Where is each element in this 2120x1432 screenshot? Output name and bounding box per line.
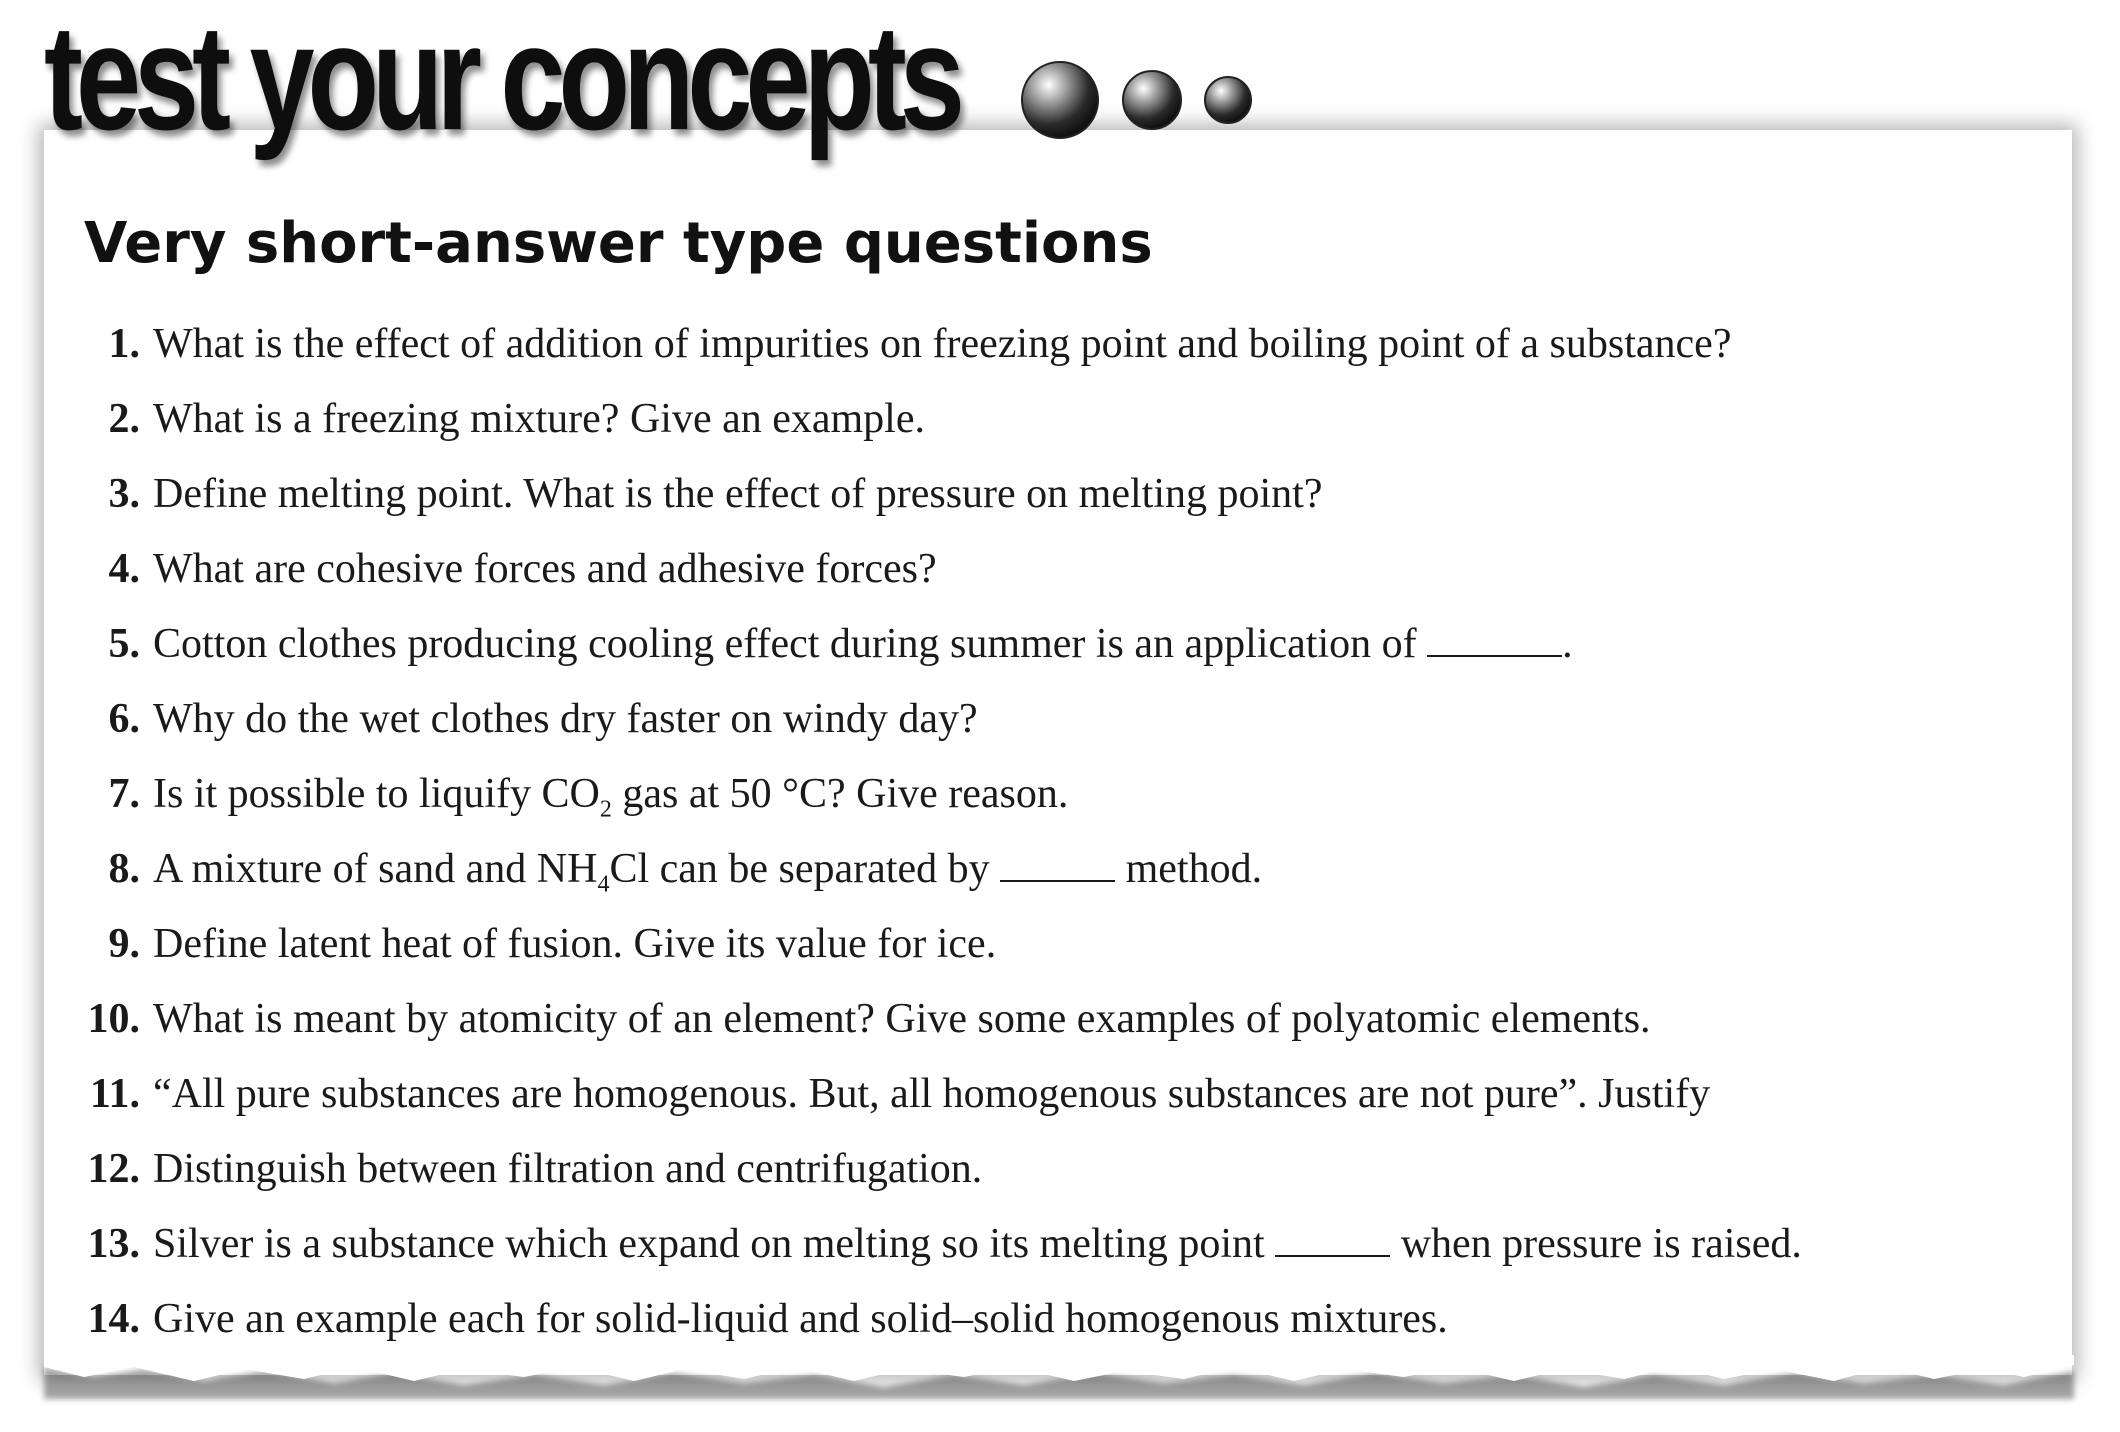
question-14 [0,1291,2060,1366]
question-11 [0,1066,2060,1141]
question-number: 4. [108,546,140,592]
question-5 [0,616,2060,691]
decorative-dots-icon [1018,56,1258,146]
page-header-title: test your concepts [44,0,958,161]
question-text-part: A mixture of sand and NH [153,846,598,892]
question-number: 10. [87,996,140,1042]
question-text: What are cohesive forces and adhesive forces? [153,546,937,592]
question-9 [0,916,2060,991]
question-text [153,616,1573,672]
question-text-part: when pressure is raised. [1390,1221,1802,1267]
subscript: 4 [597,871,610,898]
question-text [153,841,1262,897]
question-12 [0,1141,2060,1216]
medium-dot [1123,71,1181,129]
question-text: Distinguish between filtration and centrifugation. [153,1146,983,1192]
question-text: Define melting point. What is the effect of pressure on melting point? [153,471,1323,517]
question-number: 13. [87,1221,140,1267]
question-1 [0,316,2060,391]
section-title: Very short-answer type questions [84,211,1153,276]
question-text: “All pure substances are homogenous. But, all homogenous substances are not pure”. Justify [153,1071,1711,1117]
question-text-part: gas at 50 °C? Give reason. [611,771,1069,817]
question-text: What is the effect of addition of impurities on freezing point and boiling point of a substance? [153,321,1732,367]
question-text-part: Cotton clothes producing cooling effect during summer is an application of [153,621,1428,667]
question-number: 7. [108,771,140,817]
question-2 [0,391,2060,466]
small-dot [1205,77,1251,123]
question-text-part: Cl can be separated by [609,846,1001,892]
question-7 [0,766,2060,841]
fill-in-blank [1427,617,1562,657]
question-number: 14. [87,1296,140,1342]
large-dot [1022,62,1098,138]
question-10 [0,991,2060,1066]
question-number: 6. [108,696,140,742]
question-number: 1. [108,321,140,367]
question-text: Give an example each for solid-liquid and solid–solid homogenous mixtures. [153,1296,1448,1342]
question-text: Why do the wet clothes dry faster on windy day? [153,696,978,742]
question-number: 3. [108,471,140,517]
question-text [153,766,1068,822]
question-8 [0,841,2060,916]
question-text-part: method. [1115,846,1263,892]
question-text [153,1216,1802,1272]
question-number: 9. [108,921,140,967]
question-number: 2. [108,396,140,442]
question-text: What is meant by atomicity of an element? Give some examples of polyatomic elements. [153,996,1651,1042]
subscript: 2 [599,796,612,823]
question-number: 11. [89,1071,140,1117]
fill-in-blank [1275,1217,1390,1257]
question-text: Define latent heat of fusion. Give its value for ice. [153,921,997,967]
question-number: 12. [87,1146,140,1192]
question-number: 8. [108,846,140,892]
question-text-part: Silver is a substance which expand on melting so its melting point [153,1221,1276,1267]
question-13 [0,1216,2060,1291]
question-4 [0,541,2060,616]
question-3 [0,466,2060,541]
question-text-part: Is it possible to liquify CO [153,771,600,817]
question-text-part: . [1562,621,1573,667]
fill-in-blank [1000,842,1115,882]
question-6 [0,691,2060,766]
question-text: What is a freezing mixture? Give an example. [153,396,925,442]
question-list [0,316,2060,1366]
question-number: 5. [108,621,140,667]
